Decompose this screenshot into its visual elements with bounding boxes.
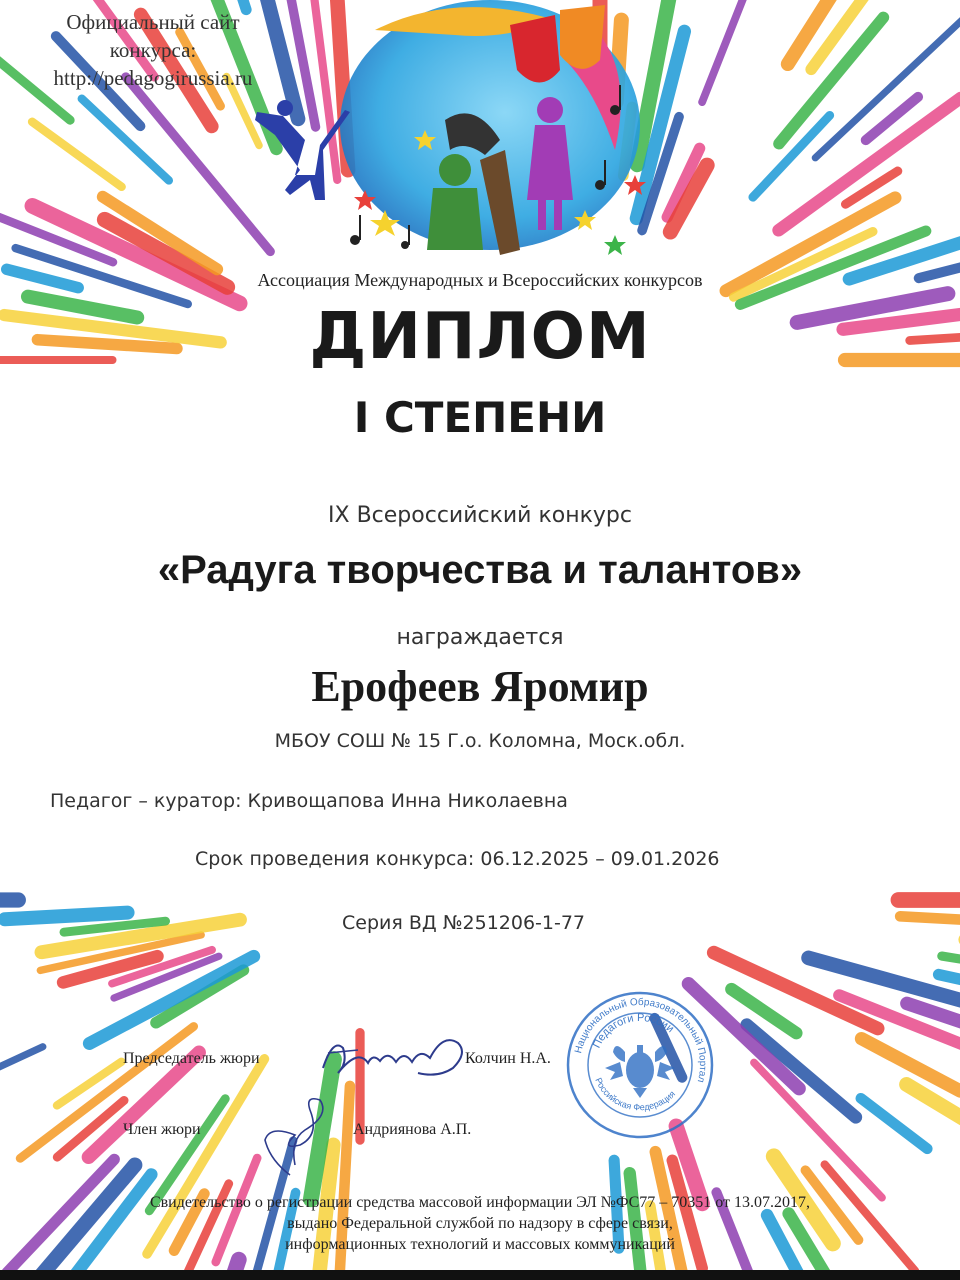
site-note-line2: конкурса: [109, 38, 197, 62]
stamp-bottom-text: Российская Федерация [593, 1076, 678, 1113]
rainbow-ray [0, 1047, 43, 1141]
jury-chair-label: Председатель жюри [123, 1050, 260, 1067]
stamp-inner-text: Педагоги России [590, 1011, 677, 1051]
footer-line3: информационных технологий и массовых коммуникаций [285, 1236, 675, 1253]
site-note-line1: Официальный сайт [66, 10, 240, 34]
association-name: Ассоциация Международных и Всероссийских конкурсов [257, 270, 703, 290]
stamp-outer-text: Национальный Образовательный Портал [573, 996, 709, 1084]
rainbow-ray [702, 0, 789, 102]
contest-name: «Радуга творчества и талантов» [157, 548, 803, 592]
eagle-emblem-icon [605, 1045, 675, 1098]
rainbow-ray [861, 1098, 927, 1148]
diploma-degree: I СТЕПЕНИ [353, 393, 607, 442]
footer-line1: Свидетельство о регистрации средства массовой информации ЭЛ №ФС77 – 70351 от 13.07.2017, [149, 1194, 811, 1211]
contest-logo-image [255, 0, 675, 265]
jury-member-label: Член жюри [123, 1121, 201, 1138]
curator-line: Педагог – куратор: Кривощапова Инна Николаевна [50, 790, 568, 812]
rainbow-ray [5, 913, 128, 920]
site-url[interactable]: http://pedagogirussia.ru [53, 66, 253, 90]
awarded-label: награждается [396, 625, 564, 650]
jury-member-name: Андриянова А.П. [353, 1121, 472, 1138]
official-stamp [565, 990, 715, 1140]
school-name: МБОУ СОШ № 15 Г.о. Коломна, Моск.обл. [274, 730, 686, 752]
footer-line2: выдано Федеральной службой по надзору в сфере связи, [287, 1215, 673, 1232]
rainbow-ray [900, 916, 960, 927]
jury-chair-name: Колчин Н.А. [465, 1050, 551, 1067]
contest-period: Срок проведения конкурса: 06.12.2025 – 09.01.2026 [195, 848, 720, 870]
diploma-title: ДИПЛОМ [309, 300, 651, 374]
contest-type: IX Всероссийский конкурс [328, 503, 632, 528]
registration-footer [0, 1192, 960, 1255]
series-number: Серия ВД №251206-1-77 [342, 912, 586, 934]
rainbow-ray [32, 122, 121, 187]
bottom-bar [0, 1270, 960, 1280]
official-site-note [18, 8, 288, 92]
member-signature-image [250, 1090, 340, 1180]
chair-signature-image [318, 1028, 478, 1083]
winner-name: Ерофеев Яромир [311, 662, 649, 711]
